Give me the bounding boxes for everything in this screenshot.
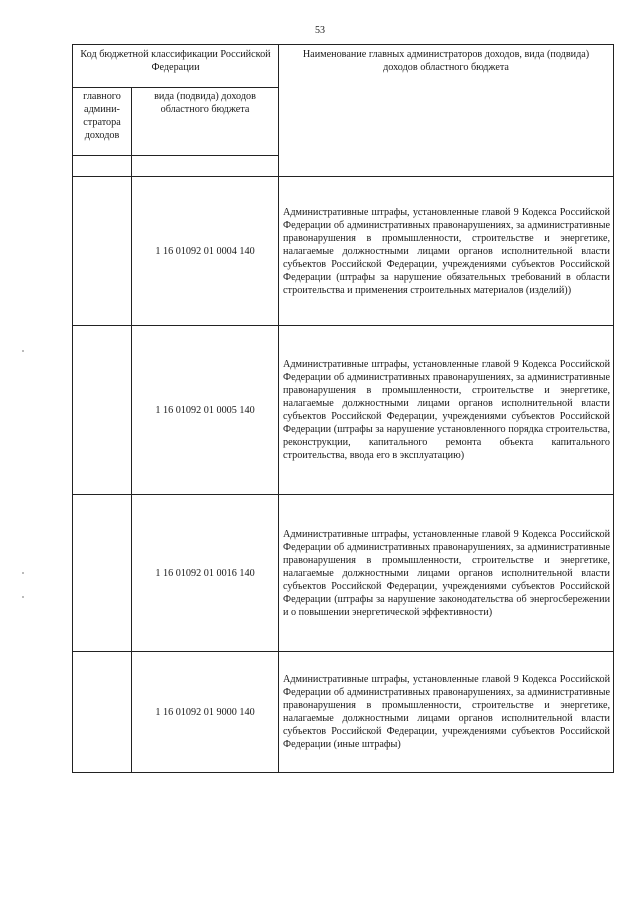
income-code-cell: 1 16 01092 01 0004 140 <box>132 177 279 326</box>
income-code-cell: 1 16 01092 01 0005 140 <box>132 326 279 495</box>
spacer-cell <box>132 156 279 177</box>
header-code-group: Код бюджетной классификации Российской Федерации <box>73 45 279 88</box>
admin-code-cell <box>73 495 132 652</box>
header-admin-code: главного админи-стратора доходов <box>73 88 132 156</box>
table-row <box>73 326 614 495</box>
description-cell: Административные штрафы, установленные главой 9 Кодекса Российской Федерации об административных правонарушениях, за административные правонарушения в промышленности, строительстве и энергетике, налагаемые должностными лицами органов исполнительной власти субъектов Российской Федерации, учреждениями субъектов Российской Федерации (штрафы за нарушение установленного порядка строительства, реконструкции, капитального ремонта объекта капитального строительства, ввода его в эксплуатацию) <box>279 326 614 495</box>
table-row <box>73 652 614 773</box>
budget-classification-table <box>72 44 614 773</box>
admin-code-cell <box>73 326 132 495</box>
description-cell: Административные штрафы, установленные главой 9 Кодекса Российской Федерации об административных правонарушениях, за административные правонарушения в промышленности, строительстве и энергетике, налагаемые должностными лицами органов исполнительной власти субъектов Российской Федерации, учреждениями субъектов Российской Федерации (штрафы за нарушение законодательства об энергосбережении и о повышении энергетической эффективности) <box>279 495 614 652</box>
header-row <box>73 45 614 88</box>
description-cell: Административные штрафы, установленные главой 9 Кодекса Российской Федерации об административных правонарушениях, за административные правонарушения в промышленности, строительстве и энергетике, налагаемые должностными лицами органов исполнительной власти субъектов Российской Федерации, учреждениями субъектов Российской Федерации (иные штрафы) <box>279 652 614 773</box>
spacer-cell <box>73 156 132 177</box>
income-code-cell: 1 16 01092 01 9000 140 <box>132 652 279 773</box>
scan-margin-mark <box>22 350 24 352</box>
scan-margin-mark <box>22 596 24 598</box>
page-number: 53 <box>315 25 325 36</box>
table-row <box>73 495 614 652</box>
header-name-column: Наименование главных администраторов доходов, вида (подвида) доходов областного бюджета <box>279 45 614 177</box>
admin-code-cell <box>73 652 132 773</box>
header-income-code: вида (подвида) доходов областного бюджета <box>132 88 279 156</box>
income-code-cell: 1 16 01092 01 0016 140 <box>132 495 279 652</box>
description-cell: Административные штрафы, установленные главой 9 Кодекса Российской Федерации об административных правонарушениях, за административные правонарушения в промышленности, строительстве и энергетике, налагаемые должностными лицами органов исполнительной власти субъектов Российской Федерации, учреждениями субъектов Российской Федерации (штрафы за нарушение обязательных требований в области строительства и применения строительных материалов (изделий)) <box>279 177 614 326</box>
admin-code-cell <box>73 177 132 326</box>
table-row <box>73 177 614 326</box>
scan-margin-mark <box>22 572 24 574</box>
